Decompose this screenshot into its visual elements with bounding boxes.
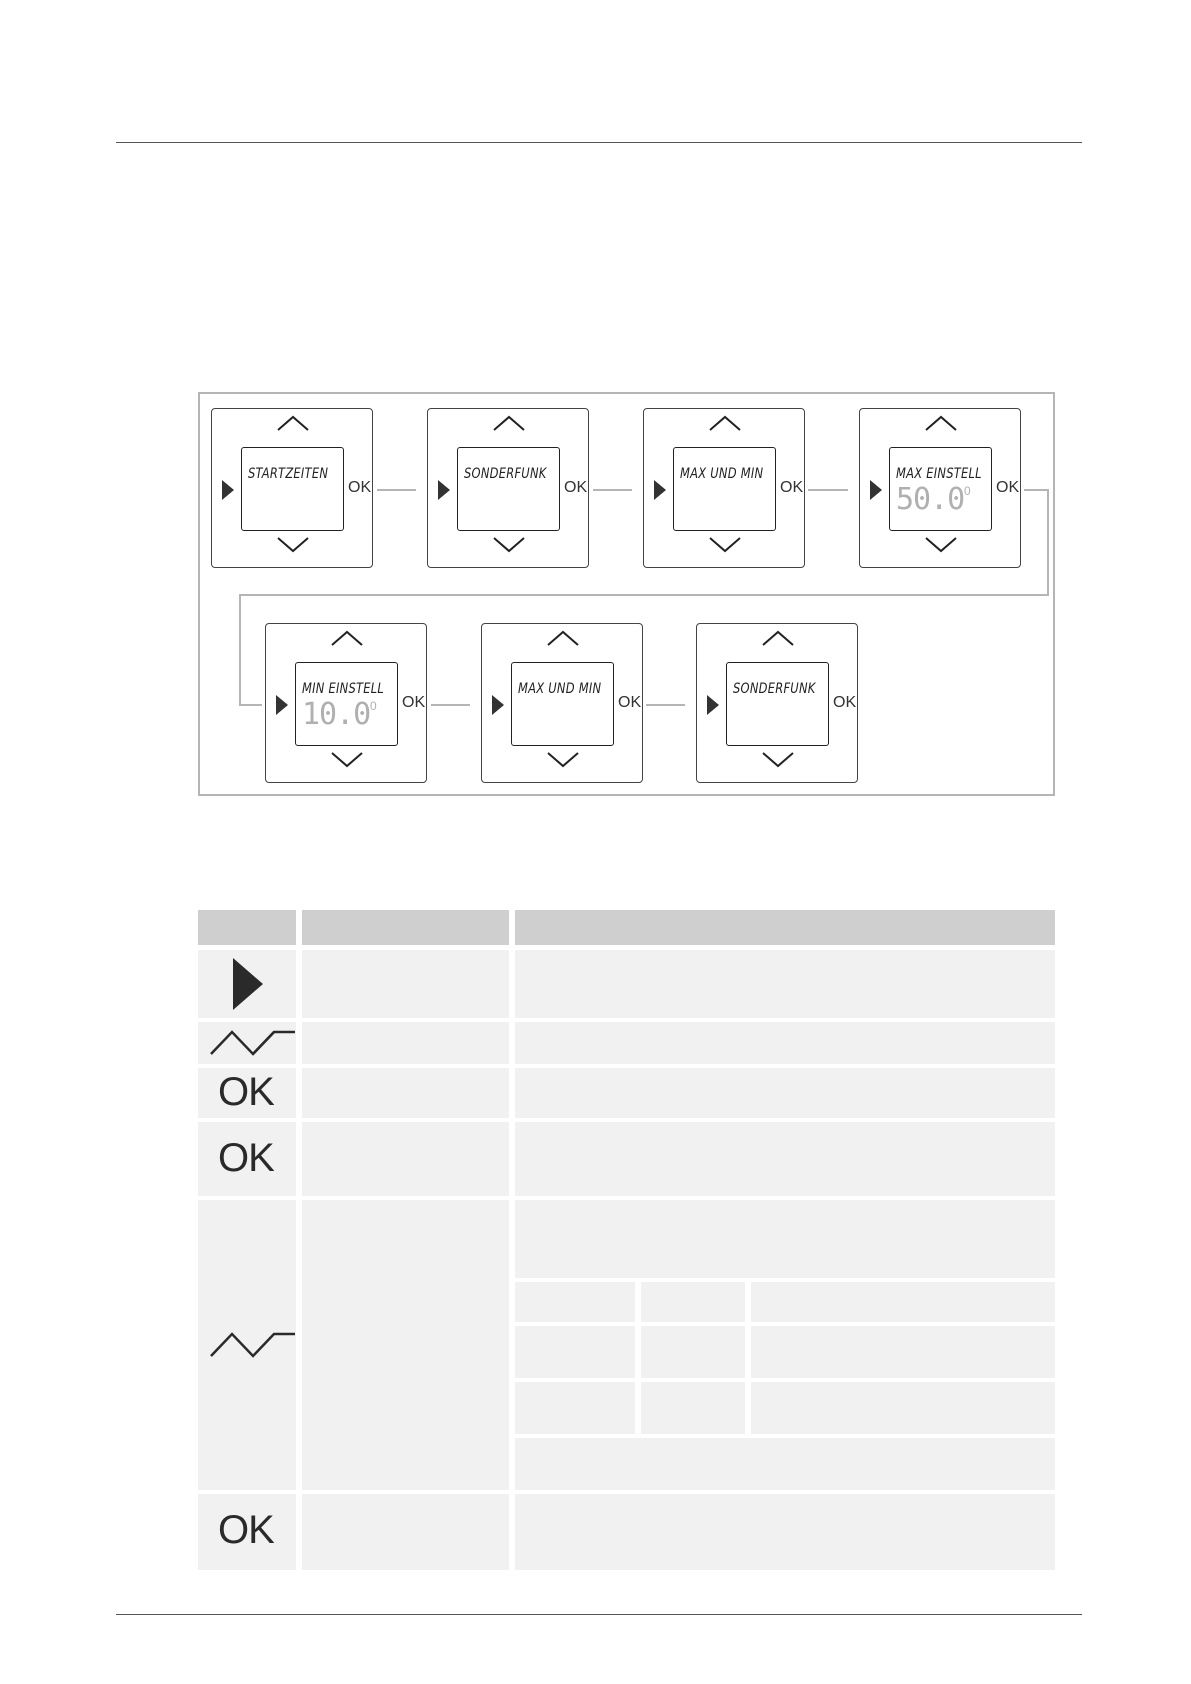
lcd-screen <box>511 662 614 746</box>
table-cell <box>515 1022 1055 1064</box>
subtable-cell <box>751 1382 1055 1434</box>
play-icon <box>222 480 234 500</box>
table-row-symbol <box>198 1200 296 1490</box>
subtable-cell <box>641 1382 745 1434</box>
subtable-cell <box>515 1282 635 1322</box>
play-icon <box>492 695 504 715</box>
subtable-cell <box>515 1438 1055 1490</box>
lcd-label: MAX EINSTELL <box>896 466 982 482</box>
footer-rule <box>116 1614 1082 1615</box>
up-down-icon <box>210 1030 296 1056</box>
lcd-label: MAX UND MIN <box>518 681 602 697</box>
table-cell <box>302 1068 509 1118</box>
lcd-value: 50.0 <box>896 482 965 517</box>
lcd-label: STARTZEITEN <box>248 466 329 482</box>
table-row-symbol <box>198 1022 296 1064</box>
menu-flow-diagram <box>198 392 1055 796</box>
lcd-label: SONDERFUNK <box>733 681 816 697</box>
play-icon <box>654 480 666 500</box>
device-screen-startzeiten <box>211 408 373 568</box>
down-arrow-icon <box>547 752 579 768</box>
ok-label: OK <box>564 479 588 496</box>
table-header-cell <box>198 910 296 945</box>
lcd-unit: 0 <box>964 484 971 498</box>
subtable-cell <box>641 1282 745 1322</box>
lcd-screen <box>241 447 344 531</box>
table-header-cell <box>515 910 1055 945</box>
lcd-screen <box>457 447 560 531</box>
up-arrow-icon <box>925 415 957 431</box>
play-icon <box>233 958 263 1010</box>
up-down-icon <box>210 1332 296 1358</box>
lcd-label: MIN EINSTELL <box>302 681 385 697</box>
device-screen-max-und-min-2 <box>481 623 643 783</box>
lcd-screen <box>889 447 992 531</box>
play-icon <box>707 695 719 715</box>
subtable-cell <box>515 1382 635 1434</box>
play-icon <box>870 480 882 500</box>
ok-label: OK <box>780 479 804 496</box>
lcd-label: SONDERFUNK <box>464 466 547 482</box>
table-row-symbol <box>198 1068 296 1118</box>
play-icon <box>276 695 288 715</box>
up-arrow-icon <box>331 630 363 646</box>
ok-label: OK <box>348 479 372 496</box>
ok-label: OK <box>402 694 426 711</box>
lcd-label: MAX UND MIN <box>680 466 764 482</box>
table-row-symbol <box>198 950 296 1018</box>
ok-symbol: OK <box>218 1070 274 1114</box>
subtable-cell <box>751 1326 1055 1378</box>
table-cell <box>302 1122 509 1196</box>
table-header-cell <box>302 910 509 945</box>
device-screen-sonderfunk-2 <box>696 623 858 783</box>
device-screen-max-und-min <box>643 408 805 568</box>
table-row-symbol <box>198 1122 296 1196</box>
up-arrow-icon <box>709 415 741 431</box>
header-rule <box>116 142 1082 143</box>
subtable-cell <box>751 1282 1055 1322</box>
ok-symbol: OK <box>218 1508 274 1552</box>
lcd-screen <box>726 662 829 746</box>
table-cell <box>302 1200 509 1490</box>
play-icon <box>438 480 450 500</box>
up-arrow-icon <box>547 630 579 646</box>
table-cell <box>515 1200 1055 1278</box>
device-screen-max-einstell <box>859 408 1021 568</box>
table-row-symbol <box>198 1494 296 1570</box>
up-arrow-icon <box>277 415 309 431</box>
down-arrow-icon <box>709 537 741 553</box>
subtable-cell <box>515 1326 635 1378</box>
down-arrow-icon <box>493 537 525 553</box>
ok-label: OK <box>833 694 857 711</box>
lcd-unit: 0 <box>370 699 377 713</box>
ok-label: OK <box>618 694 642 711</box>
lcd-value: 10.0 <box>302 697 371 732</box>
up-arrow-icon <box>762 630 794 646</box>
down-arrow-icon <box>925 537 957 553</box>
table-cell <box>515 1122 1055 1196</box>
table-cell <box>515 1494 1055 1570</box>
down-arrow-icon <box>762 752 794 768</box>
table-cell <box>302 1494 509 1570</box>
down-arrow-icon <box>277 537 309 553</box>
device-screen-min-einstell <box>265 623 427 783</box>
table-cell <box>515 1068 1055 1118</box>
ok-label: OK <box>996 479 1020 496</box>
down-arrow-icon <box>331 752 363 768</box>
up-arrow-icon <box>493 415 525 431</box>
lcd-screen <box>673 447 776 531</box>
lcd-screen <box>295 662 398 746</box>
table-cell <box>302 1022 509 1064</box>
table-cell <box>515 950 1055 1018</box>
table-cell <box>302 950 509 1018</box>
device-screen-sonderfunk <box>427 408 589 568</box>
ok-symbol: OK <box>218 1136 274 1180</box>
subtable-cell <box>641 1326 745 1378</box>
